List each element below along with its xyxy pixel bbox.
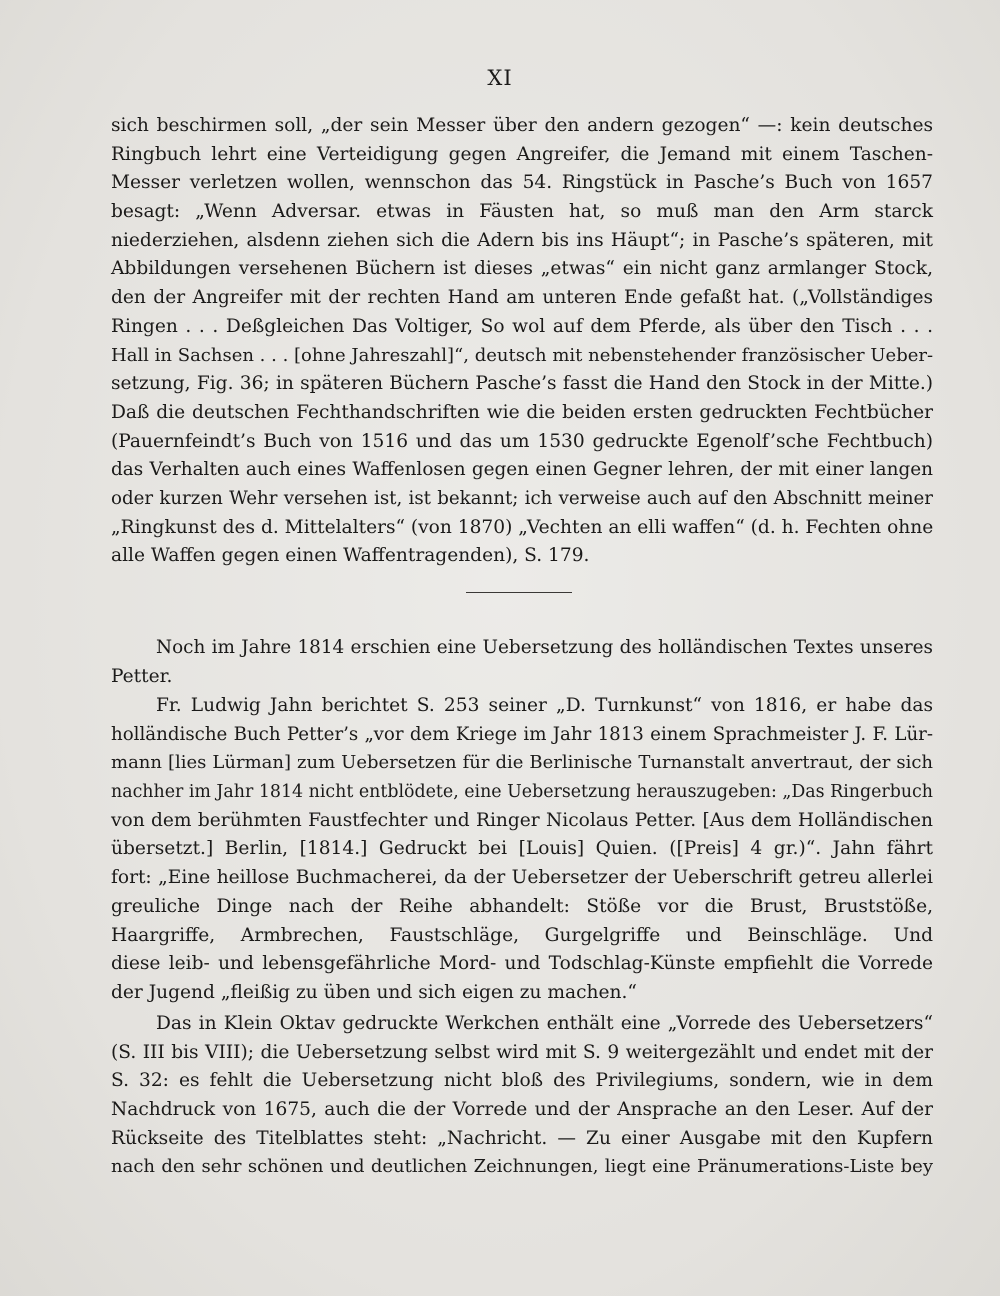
text-line: Das in Klein Oktav gedruckte Werkchen enthält eine „Vorrede des Uebersetzers“	[156, 1013, 933, 1034]
page-number: XI	[487, 66, 513, 90]
text-line: „Ringkunst des d. Mittelalters“ (von 1870) „Vechten an elli waffen“ (d. h. Fechten ohne	[111, 516, 934, 538]
paragraph-3	[111, 692, 933, 1008]
text-line: Hall in Sachsen . . . [ohne Jahreszahl]“, deutsch mit nebenstehender französischer Ueber-	[111, 344, 934, 366]
text-line: Nachdruck von 1675, auch die der Vorrede und der Ansprache an den Leser. Auf der	[111, 1099, 933, 1121]
text-line: sich beschirmen soll, „der sein Messer über den andern gezogen“ —: kein deutsches	[111, 115, 933, 136]
text-line: (Pauernfeindt’s Buch von 1516 und das um 1530 gedruckte Egenolf’sche Fechtbuch)	[111, 430, 933, 452]
text-line: oder kurzen Wehr versehen ist, ist bekannt; ich verweise auch auf den Abschnitt meiner	[111, 487, 933, 509]
text-line: niederziehen, alsdenn ziehen sich die Adern bis ins Häupt“; in Pasche’s späteren, mit	[111, 229, 933, 251]
text-line: Daß die deutschen Fechthandschriften wie die beiden ersten gedruckten Fechtbücher	[111, 401, 933, 423]
text-line: (S. III bis VIII); die Uebersetzung selbst wird mit S. 9 weitergezählt und endet mit der	[111, 1041, 933, 1063]
text-line: den der Angreifer mit der rechten Hand am unteren Ende gefaßt hat. („Vollständiges	[111, 287, 933, 309]
text-line: von dem berühmten Faustfechter und Ringer Nicolaus Petter. [Aus dem Holländischen	[111, 809, 933, 831]
text-line: der Jugend „fleißig zu üben und sich eigen zu machen.“	[111, 981, 637, 1003]
text-line: Fr. Ludwig Jahn berichtet S. 253 seiner „D. Turnkunst“ von 1816, er habe das	[156, 695, 933, 716]
text-line: Rückseite des Titelblattes steht: „Nachricht. — Zu einer Ausgabe mit den Kupfern	[111, 1127, 933, 1149]
text-line: Noch im Jahre 1814 erschien eine Uebersetzung des holländischen Textes unseres	[156, 637, 933, 658]
text-line: besagt: „Wenn Adversar. etwas in Fäusten hat, so muß man den Arm starck	[111, 201, 933, 223]
text-line: das Verhalten auch eines Waffenlosen gegen einen Gegner lehren, der mit einer langen	[111, 459, 933, 481]
text-line: Messer verletzen wollen, wennschon das 54. Ringstück in Pasche’s Buch von 1657	[111, 172, 933, 194]
section-divider	[466, 592, 572, 593]
paragraph-4	[111, 1010, 933, 1182]
text-line: Petter.	[111, 665, 173, 687]
text-line: nach den sehr schönen und deutlichen Zeichnungen, liegt eine Pränumerations-Liste bey	[111, 1156, 933, 1178]
text-line: greuliche Dinge nach der Reihe abhandelt: Stöße vor die Brust, Bruststöße,	[111, 895, 933, 917]
text-line: mann [lies Lürman] zum Uebersetzen für die Berlinische Turnanstalt anvertraut, der sich	[111, 752, 933, 774]
text-line: fort: „Eine heillose Buchmacherei, da der Uebersetzer der Ueberschrift getreu allerlei	[111, 867, 933, 889]
text-line: Abbildungen versehenen Büchern ist dieses „etwas“ ein nicht ganz armlanger Stock,	[111, 258, 933, 280]
text-line: nachher im Jahr 1814 nicht entblödete, eine Uebersetzung herauszugeben: „Das Ringerbuch	[111, 782, 933, 803]
text-line: diese leib- und lebensgefährliche Mord- und Todschlag-Künste empfiehlt die Vorrede	[111, 953, 933, 975]
text-line: holländische Buch Petter’s „vor dem Kriege im Jahr 1813 einem Sprachmeister J. F. Lür-	[111, 723, 933, 745]
text-line: setzung, Fig. 36; in späteren Büchern Pasche’s fasst die Hand den Stock in der Mitte.)	[111, 373, 933, 395]
text-line: alle Waffen gegen einen Waffentragenden), S. 179.	[111, 545, 590, 567]
text-line: Haargriffe, Armbrechen, Faustschläge, Gurgelgriffe und Beinschläge. Und	[111, 924, 933, 946]
text-line: übersetzt.] Berlin, [1814.] Gedruckt bei [Louis] Quien. ([Preis] 4 gr.)“. Jahn fährt	[111, 838, 933, 860]
text-line: S. 32: es fehlt die Uebersetzung nicht bloß des Privilegiums, sondern, wie in dem	[111, 1070, 933, 1092]
paragraph-2	[111, 634, 933, 691]
text-line: Ringen . . . Deßgleichen Das Voltiger, So wol auf dem Pferde, als über den Tisch . . .	[111, 315, 933, 337]
paragraph-1	[111, 112, 933, 571]
text-line: Ringbuch lehrt eine Verteidigung gegen Angreifer, die Jemand mit einem Taschen-	[111, 143, 933, 165]
